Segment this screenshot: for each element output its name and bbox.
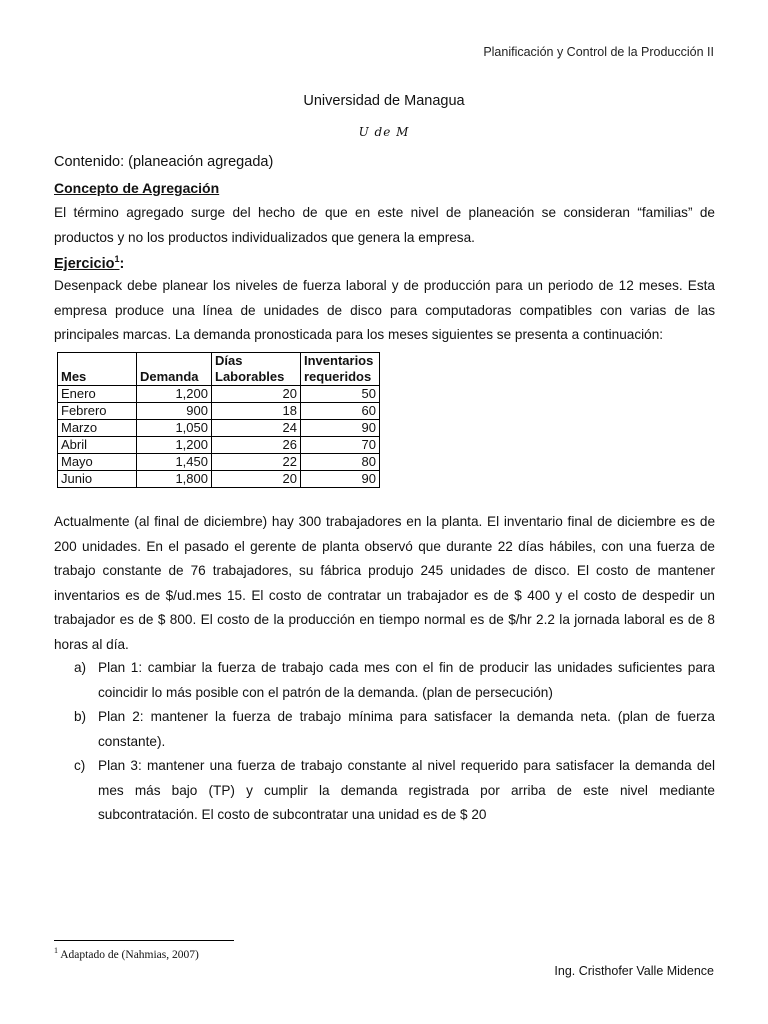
cell-dias: 20 <box>212 386 301 403</box>
plan-item <box>74 656 715 705</box>
plan-text: Plan 3: mantener una fuerza de trabajo constante al nivel requerido para satisfacer la demanda del mes más bajo (TP) y cumplir la demanda registrada por arriba de este nivel mediante subcontratación. El costo de subcontratar una unidad es de $ 20 <box>98 758 715 822</box>
plan-item <box>74 705 715 754</box>
plan-marker: a) <box>74 660 87 675</box>
plan-marker: b) <box>74 709 87 724</box>
table-row <box>58 403 380 420</box>
cell-mes: Junio <box>58 471 137 488</box>
exercise-heading-label: Ejercicio <box>54 255 115 272</box>
cell-demanda: 1,450 <box>137 454 212 471</box>
cell-demanda: 1,050 <box>137 420 212 437</box>
cell-mes: Mayo <box>58 454 137 471</box>
situation-paragraph: Actualmente (al final de diciembre) hay 300 trabajadores en la planta. El inventario final de diciembre es de 200 unidades. En el pasado el gerente de planta observó que durante 22 días hábiles, con una fuerza de trabajo constante de 76 trabajadores, su fábrica produjo 245 unidades de disco. El costo de mantener inventarios es de $/ud.mes 15. El costo de contratar un trabajador es de $ 400 y el costo de despedir un trabajador es de $ 800. El costo de la producción en tiempo normal es de $/hr 2.2 la jornada laboral es de 8 horas al día. <box>54 514 715 652</box>
cell-mes: Enero <box>58 386 137 403</box>
cell-demanda: 1,200 <box>137 437 212 454</box>
cell-dias: 18 <box>212 403 301 420</box>
content-topic: Contenido: (planeación agregada) <box>54 154 274 170</box>
footnote-divider <box>54 940 234 941</box>
concept-paragraph: El término agregado surge del hecho de que en este nivel de planeación se consideran “familias” de productos y no los productos individualizados que genera la empresa. <box>54 205 715 245</box>
exercise-heading-text <box>54 256 119 272</box>
table-row <box>58 386 380 403</box>
cell-inventarios: 90 <box>301 471 380 488</box>
university-title: Universidad de Managua <box>303 93 465 109</box>
cell-inventarios: 80 <box>301 454 380 471</box>
demand-table <box>57 352 380 488</box>
col-header-mes: Mes <box>58 353 137 386</box>
plan-text: Plan 1: cambiar la fuerza de trabajo cada mes con el fin de producir las unidades suficientes para coincidir lo más posible con el patrón de la demanda. (plan de persecución) <box>98 660 715 700</box>
footnote-mark: 1 <box>54 946 58 955</box>
cell-mes: Abril <box>58 437 137 454</box>
col-header-demanda: Demanda <box>137 353 212 386</box>
course-header: Planificación y Control de la Producción II <box>483 45 714 59</box>
concept-heading: Concepto de Agregación <box>54 180 220 196</box>
cell-dias: 26 <box>212 437 301 454</box>
author-footer: Ing. Cristhofer Valle Midence <box>554 964 714 978</box>
exercise-heading <box>54 254 124 272</box>
cell-inventarios: 50 <box>301 386 380 403</box>
cell-demanda: 1,200 <box>137 386 212 403</box>
footnote-reference[interactable]: 1 <box>114 254 120 264</box>
plans-list <box>74 656 715 828</box>
university-logo: U de M <box>358 125 410 139</box>
cell-inventarios: 60 <box>301 403 380 420</box>
cell-dias: 20 <box>212 471 301 488</box>
cell-mes: Febrero <box>58 403 137 420</box>
table-body <box>58 386 380 488</box>
table-row <box>58 454 380 471</box>
cell-demanda: 1,800 <box>137 471 212 488</box>
footnote <box>54 946 199 961</box>
cell-dias: 24 <box>212 420 301 437</box>
plan-item <box>74 754 715 828</box>
cell-inventarios: 90 <box>301 420 380 437</box>
cell-dias: 22 <box>212 454 301 471</box>
exercise-paragraph: Desenpack debe planear los niveles de fuerza laboral y de producción para un periodo de 12 meses. Esta empresa produce una línea de unidades de disco para computadoras compatibles con varias de las principales marcas. La demanda pronosticada para los meses siguientes se presenta a continuación: <box>54 278 715 342</box>
exercise-heading-colon: : <box>119 255 125 272</box>
cell-mes: Marzo <box>58 420 137 437</box>
footnote-text: Adaptado de (Nahmias, 2007) <box>58 948 199 961</box>
col-header-inventarios: Inventarios requeridos <box>301 353 380 386</box>
table-header-row <box>58 353 380 386</box>
cell-inventarios: 70 <box>301 437 380 454</box>
plan-text: Plan 2: mantener la fuerza de trabajo mínima para satisfacer la demanda neta. (plan de fuerza constante). <box>98 709 715 749</box>
table-row <box>58 437 380 454</box>
table-row <box>58 420 380 437</box>
cell-demanda: 900 <box>137 403 212 420</box>
plan-marker: c) <box>74 758 86 773</box>
col-header-dias: Días Laborables <box>212 353 301 386</box>
table-row <box>58 471 380 488</box>
